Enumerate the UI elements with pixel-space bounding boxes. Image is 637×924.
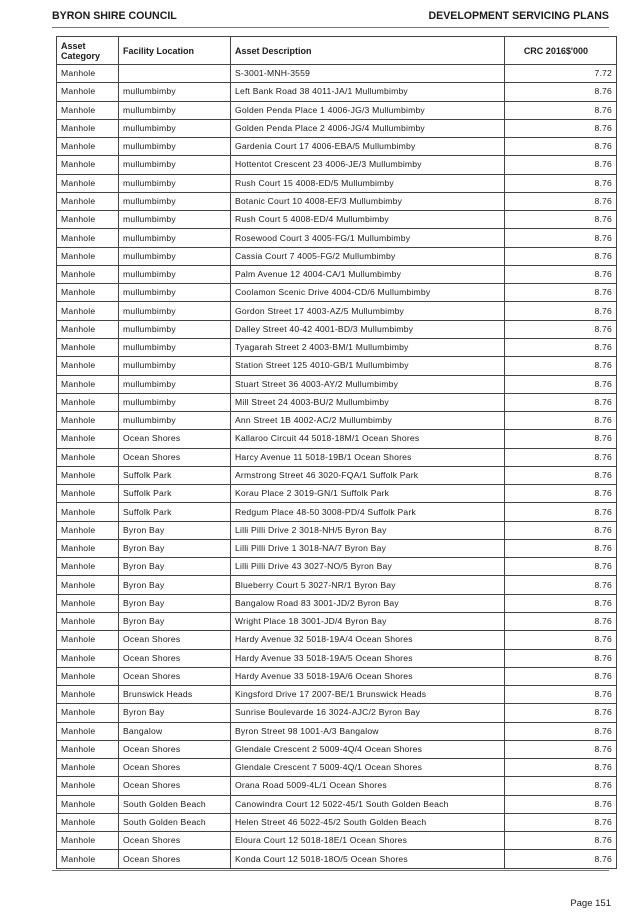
table-row bbox=[57, 631, 617, 649]
table-row bbox=[57, 594, 617, 612]
asset-description-cell: Station Street 125 4010-GB/1 Mullumbimby bbox=[231, 357, 505, 375]
asset-description-cell: Golden Penda Place 1 4006-JG/3 Mullumbimby bbox=[231, 101, 505, 119]
table-row bbox=[57, 722, 617, 740]
facility-location-cell: South Golden Beach bbox=[119, 813, 231, 831]
header-rule bbox=[52, 27, 609, 28]
facility-location-cell bbox=[119, 65, 231, 83]
asset-category-cell: Manhole bbox=[57, 649, 119, 667]
asset-category-cell: Manhole bbox=[57, 850, 119, 868]
asset-description-cell: Lilli Pilli Drive 43 3027-NO/5 Byron Bay bbox=[231, 558, 505, 576]
table-header-row bbox=[57, 37, 617, 65]
table-row bbox=[57, 686, 617, 704]
table-row bbox=[57, 466, 617, 484]
asset-category-cell: Manhole bbox=[57, 594, 119, 612]
asset-category-cell: Manhole bbox=[57, 375, 119, 393]
crc-value-cell: 8.76 bbox=[505, 558, 617, 576]
facility-location-cell: mullumbimby bbox=[119, 211, 231, 229]
asset-description-cell: Golden Penda Place 2 4006-JG/4 Mullumbimby bbox=[231, 119, 505, 137]
facility-location-cell: mullumbimby bbox=[119, 229, 231, 247]
asset-description-cell: Lilli Pilli Drive 2 3018-NH/5 Byron Bay bbox=[231, 521, 505, 539]
document-title: DEVELOPMENT SERVICING PLANS bbox=[428, 10, 609, 22]
page-header bbox=[52, 10, 609, 26]
facility-location-cell: mullumbimby bbox=[119, 265, 231, 283]
facility-location-cell: mullumbimby bbox=[119, 375, 231, 393]
asset-description-cell: Byron Street 98 1001-A/3 Bangalow bbox=[231, 722, 505, 740]
facility-location-cell: Ocean Shores bbox=[119, 631, 231, 649]
facility-location-cell: mullumbimby bbox=[119, 247, 231, 265]
table-row bbox=[57, 576, 617, 594]
facility-location-cell: Byron Bay bbox=[119, 594, 231, 612]
facility-location-cell: Byron Bay bbox=[119, 558, 231, 576]
facility-location-cell: mullumbimby bbox=[119, 83, 231, 101]
facility-location-cell: mullumbimby bbox=[119, 174, 231, 192]
crc-value-cell: 8.76 bbox=[505, 430, 617, 448]
table-row bbox=[57, 192, 617, 210]
asset-description-cell: Glendale Crescent 7 5009-4Q/1 Ocean Shores bbox=[231, 759, 505, 777]
facility-location-cell: mullumbimby bbox=[119, 101, 231, 119]
crc-value-cell: 8.76 bbox=[505, 448, 617, 466]
crc-value-cell: 8.76 bbox=[505, 83, 617, 101]
table-row bbox=[57, 777, 617, 795]
table-row bbox=[57, 485, 617, 503]
facility-location-cell: Byron Bay bbox=[119, 576, 231, 594]
asset-description-cell: Glendale Crescent 2 5009-4Q/4 Ocean Shores bbox=[231, 740, 505, 758]
asset-category-cell: Manhole bbox=[57, 229, 119, 247]
facility-location-cell: Ocean Shores bbox=[119, 667, 231, 685]
crc-value-cell: 8.76 bbox=[505, 412, 617, 430]
crc-value-cell: 8.76 bbox=[505, 393, 617, 411]
asset-description-cell: Orana Road 5009-4L/1 Ocean Shores bbox=[231, 777, 505, 795]
table-row bbox=[57, 448, 617, 466]
table-row bbox=[57, 503, 617, 521]
facility-location-cell: Suffolk Park bbox=[119, 503, 231, 521]
crc-value-cell: 8.76 bbox=[505, 247, 617, 265]
asset-description-cell: Cassia Court 7 4005-FG/2 Mullumbimby bbox=[231, 247, 505, 265]
asset-category-cell: Manhole bbox=[57, 576, 119, 594]
column-header-asset-description: Asset Description bbox=[231, 37, 505, 65]
table-row bbox=[57, 265, 617, 283]
asset-description-cell: Palm Avenue 12 4004-CA/1 Mullumbimby bbox=[231, 265, 505, 283]
crc-value-cell: 8.76 bbox=[505, 722, 617, 740]
facility-location-cell: mullumbimby bbox=[119, 338, 231, 356]
asset-description-cell: Eloura Court 12 5018-18E/1 Ocean Shores bbox=[231, 832, 505, 850]
facility-location-cell: Ocean Shores bbox=[119, 430, 231, 448]
asset-description-cell: Dalley Street 40-42 4001-BD/3 Mullumbimby bbox=[231, 320, 505, 338]
asset-description-cell: Rosewood Court 3 4005-FG/1 Mullumbimby bbox=[231, 229, 505, 247]
asset-description-cell: Hottentot Crescent 23 4006-JE/3 Mullumbimby bbox=[231, 156, 505, 174]
asset-category-cell: Manhole bbox=[57, 521, 119, 539]
crc-value-cell: 8.76 bbox=[505, 338, 617, 356]
facility-location-cell: mullumbimby bbox=[119, 393, 231, 411]
crc-value-cell: 8.76 bbox=[505, 375, 617, 393]
facility-location-cell: South Golden Beach bbox=[119, 795, 231, 813]
table-row bbox=[57, 704, 617, 722]
asset-description-cell: Mill Street 24 4003-BU/2 Mullumbimby bbox=[231, 393, 505, 411]
asset-description-cell: Bangalow Road 83 3001-JD/2 Byron Bay bbox=[231, 594, 505, 612]
crc-value-cell: 8.76 bbox=[505, 229, 617, 247]
page-number: Page 151 bbox=[570, 898, 611, 909]
table-row bbox=[57, 357, 617, 375]
table-row bbox=[57, 393, 617, 411]
column-header-facility-location: Facility Location bbox=[119, 37, 231, 65]
asset-category-cell: Manhole bbox=[57, 686, 119, 704]
table-row bbox=[57, 375, 617, 393]
crc-value-cell: 8.76 bbox=[505, 156, 617, 174]
asset-description-cell: Coolamon Scenic Drive 4004-CD/6 Mullumbimby bbox=[231, 284, 505, 302]
table-row bbox=[57, 138, 617, 156]
crc-value-cell: 8.76 bbox=[505, 612, 617, 630]
crc-value-cell: 8.76 bbox=[505, 539, 617, 557]
asset-description-cell: Hardy Avenue 33 5018-19A/5 Ocean Shores bbox=[231, 649, 505, 667]
facility-location-cell: Byron Bay bbox=[119, 521, 231, 539]
facility-location-cell: mullumbimby bbox=[119, 138, 231, 156]
facility-location-cell: Bangalow bbox=[119, 722, 231, 740]
facility-location-cell: Suffolk Park bbox=[119, 485, 231, 503]
council-name: BYRON SHIRE COUNCIL bbox=[52, 10, 177, 22]
crc-value-cell: 8.76 bbox=[505, 466, 617, 484]
asset-description-cell: Rush Court 5 4008-ED/4 Mullumbimby bbox=[231, 211, 505, 229]
crc-value-cell: 8.76 bbox=[505, 174, 617, 192]
asset-description-cell: Rush Court 15 4008-ED/5 Mullumbimby bbox=[231, 174, 505, 192]
crc-value-cell: 8.76 bbox=[505, 211, 617, 229]
asset-description-cell: Stuart Street 36 4003-AY/2 Mullumbimby bbox=[231, 375, 505, 393]
column-header-crc: CRC 2016$'000 bbox=[505, 37, 617, 65]
table-row bbox=[57, 558, 617, 576]
facility-location-cell: Ocean Shores bbox=[119, 448, 231, 466]
crc-value-cell: 8.76 bbox=[505, 357, 617, 375]
facility-location-cell: mullumbimby bbox=[119, 412, 231, 430]
facility-location-cell: Ocean Shores bbox=[119, 777, 231, 795]
asset-description-cell: Harcy Avenue 11 5018-19B/1 Ocean Shores bbox=[231, 448, 505, 466]
asset-description-cell: Botanic Court 10 4008-EF/3 Mullumbimby bbox=[231, 192, 505, 210]
table-row bbox=[57, 302, 617, 320]
facility-location-cell: Byron Bay bbox=[119, 704, 231, 722]
table-row bbox=[57, 759, 617, 777]
table-row bbox=[57, 850, 617, 868]
asset-category-cell: Manhole bbox=[57, 813, 119, 831]
crc-value-cell: 8.76 bbox=[505, 485, 617, 503]
asset-category-cell: Manhole bbox=[57, 667, 119, 685]
asset-description-cell: Gardenia Court 17 4006-EBA/5 Mullumbimby bbox=[231, 138, 505, 156]
facility-location-cell: Ocean Shores bbox=[119, 832, 231, 850]
crc-value-cell: 8.76 bbox=[505, 649, 617, 667]
asset-category-cell: Manhole bbox=[57, 795, 119, 813]
asset-category-cell: Manhole bbox=[57, 466, 119, 484]
asset-description-cell: S-3001-MNH-3559 bbox=[231, 65, 505, 83]
asset-category-cell: Manhole bbox=[57, 393, 119, 411]
table-row bbox=[57, 284, 617, 302]
asset-description-cell: Canowindra Court 12 5022-45/1 South Golden Beach bbox=[231, 795, 505, 813]
asset-description-cell: Blueberry Court 5 3027-NR/1 Byron Bay bbox=[231, 576, 505, 594]
table-row bbox=[57, 156, 617, 174]
table-row bbox=[57, 795, 617, 813]
table-row bbox=[57, 65, 617, 83]
crc-value-cell: 8.76 bbox=[505, 704, 617, 722]
asset-category-cell: Manhole bbox=[57, 138, 119, 156]
table-row bbox=[57, 211, 617, 229]
facility-location-cell: Ocean Shores bbox=[119, 649, 231, 667]
asset-category-cell: Manhole bbox=[57, 558, 119, 576]
asset-description-cell: Hardy Avenue 33 5018-19A/6 Ocean Shores bbox=[231, 667, 505, 685]
crc-value-cell: 8.76 bbox=[505, 101, 617, 119]
table-row bbox=[57, 338, 617, 356]
table-row bbox=[57, 101, 617, 119]
asset-category-cell: Manhole bbox=[57, 777, 119, 795]
asset-category-cell: Manhole bbox=[57, 302, 119, 320]
table-row bbox=[57, 174, 617, 192]
facility-location-cell: Byron Bay bbox=[119, 539, 231, 557]
facility-location-cell: Byron Bay bbox=[119, 612, 231, 630]
asset-category-cell: Manhole bbox=[57, 265, 119, 283]
crc-value-cell: 8.76 bbox=[505, 795, 617, 813]
crc-value-cell: 8.76 bbox=[505, 631, 617, 649]
facility-location-cell: mullumbimby bbox=[119, 284, 231, 302]
facility-location-cell: mullumbimby bbox=[119, 320, 231, 338]
table-row bbox=[57, 521, 617, 539]
crc-value-cell: 8.76 bbox=[505, 832, 617, 850]
facility-location-cell: mullumbimby bbox=[119, 156, 231, 174]
asset-category-cell: Manhole bbox=[57, 119, 119, 137]
asset-description-cell: Tyagarah Street 2 4003-BM/1 Mullumbimby bbox=[231, 338, 505, 356]
asset-category-cell: Manhole bbox=[57, 211, 119, 229]
column-header-asset-category: Asset Category bbox=[57, 37, 119, 65]
asset-category-cell: Manhole bbox=[57, 832, 119, 850]
crc-value-cell: 8.76 bbox=[505, 302, 617, 320]
asset-description-cell: Ann Street 1B 4002-AC/2 Mullumbimby bbox=[231, 412, 505, 430]
table-row bbox=[57, 667, 617, 685]
table-row bbox=[57, 832, 617, 850]
asset-description-cell: Lilli Pilli Drive 1 3018-NA/7 Byron Bay bbox=[231, 539, 505, 557]
asset-description-cell: Kingsford Drive 17 2007-BE/1 Brunswick Heads bbox=[231, 686, 505, 704]
asset-description-cell: Redgum Place 48-50 3008-PD/4 Suffolk Park bbox=[231, 503, 505, 521]
asset-category-cell: Manhole bbox=[57, 320, 119, 338]
asset-category-cell: Manhole bbox=[57, 485, 119, 503]
table-row bbox=[57, 83, 617, 101]
asset-description-cell: Wright Place 18 3001-JD/4 Byron Bay bbox=[231, 612, 505, 630]
crc-value-cell: 8.76 bbox=[505, 284, 617, 302]
footer-rule bbox=[52, 870, 609, 871]
table-row bbox=[57, 612, 617, 630]
table-row bbox=[57, 430, 617, 448]
asset-category-cell: Manhole bbox=[57, 740, 119, 758]
asset-category-cell: Manhole bbox=[57, 759, 119, 777]
asset-category-cell: Manhole bbox=[57, 612, 119, 630]
asset-category-cell: Manhole bbox=[57, 83, 119, 101]
crc-value-cell: 8.76 bbox=[505, 503, 617, 521]
asset-category-cell: Manhole bbox=[57, 704, 119, 722]
table-row bbox=[57, 119, 617, 137]
asset-description-cell: Korau Place 2 3019-GN/1 Suffolk Park bbox=[231, 485, 505, 503]
asset-category-cell: Manhole bbox=[57, 430, 119, 448]
crc-value-cell: 8.76 bbox=[505, 119, 617, 137]
asset-category-cell: Manhole bbox=[57, 357, 119, 375]
facility-location-cell: Ocean Shores bbox=[119, 740, 231, 758]
crc-value-cell: 8.76 bbox=[505, 521, 617, 539]
facility-location-cell: Ocean Shores bbox=[119, 850, 231, 868]
table-row bbox=[57, 229, 617, 247]
asset-description-cell: Gordon Street 17 4003-AZ/5 Mullumbimby bbox=[231, 302, 505, 320]
facility-location-cell: Brunswick Heads bbox=[119, 686, 231, 704]
table-row bbox=[57, 649, 617, 667]
crc-value-cell: 7.72 bbox=[505, 65, 617, 83]
crc-value-cell: 8.76 bbox=[505, 813, 617, 831]
asset-category-cell: Manhole bbox=[57, 412, 119, 430]
asset-category-cell: Manhole bbox=[57, 247, 119, 265]
table-row bbox=[57, 539, 617, 557]
asset-category-cell: Manhole bbox=[57, 65, 119, 83]
table-row bbox=[57, 247, 617, 265]
crc-value-cell: 8.76 bbox=[505, 576, 617, 594]
crc-value-cell: 8.76 bbox=[505, 138, 617, 156]
asset-category-cell: Manhole bbox=[57, 448, 119, 466]
table-row bbox=[57, 412, 617, 430]
crc-value-cell: 8.76 bbox=[505, 850, 617, 868]
table-row bbox=[57, 740, 617, 758]
asset-category-cell: Manhole bbox=[57, 722, 119, 740]
crc-value-cell: 8.76 bbox=[505, 686, 617, 704]
asset-description-cell: Helen Street 46 5022-45/2 South Golden Beach bbox=[231, 813, 505, 831]
asset-description-cell: Hardy Avenue 32 5018-19A/4 Ocean Shores bbox=[231, 631, 505, 649]
facility-location-cell: mullumbimby bbox=[119, 357, 231, 375]
asset-category-cell: Manhole bbox=[57, 174, 119, 192]
asset-category-cell: Manhole bbox=[57, 338, 119, 356]
asset-description-cell: Kallaroo Circuit 44 5018-18M/1 Ocean Shores bbox=[231, 430, 505, 448]
facility-location-cell: mullumbimby bbox=[119, 192, 231, 210]
crc-value-cell: 8.76 bbox=[505, 594, 617, 612]
crc-value-cell: 8.76 bbox=[505, 667, 617, 685]
asset-description-cell: Sunrise Boulevarde 16 3024-AJC/2 Byron Bay bbox=[231, 704, 505, 722]
asset-category-cell: Manhole bbox=[57, 192, 119, 210]
asset-category-cell: Manhole bbox=[57, 503, 119, 521]
asset-category-cell: Manhole bbox=[57, 631, 119, 649]
facility-location-cell: mullumbimby bbox=[119, 302, 231, 320]
asset-table bbox=[56, 36, 617, 869]
asset-description-cell: Armstrong Street 46 3020-FQA/1 Suffolk Park bbox=[231, 466, 505, 484]
facility-location-cell: Suffolk Park bbox=[119, 466, 231, 484]
asset-category-cell: Manhole bbox=[57, 284, 119, 302]
crc-value-cell: 8.76 bbox=[505, 759, 617, 777]
asset-description-cell: Left Bank Road 38 4011-JA/1 Mullumbimby bbox=[231, 83, 505, 101]
asset-category-cell: Manhole bbox=[57, 156, 119, 174]
facility-location-cell: mullumbimby bbox=[119, 119, 231, 137]
crc-value-cell: 8.76 bbox=[505, 320, 617, 338]
facility-location-cell: Ocean Shores bbox=[119, 759, 231, 777]
table-row bbox=[57, 813, 617, 831]
crc-value-cell: 8.76 bbox=[505, 265, 617, 283]
crc-value-cell: 8.76 bbox=[505, 192, 617, 210]
table-row bbox=[57, 320, 617, 338]
asset-category-cell: Manhole bbox=[57, 539, 119, 557]
asset-category-cell: Manhole bbox=[57, 101, 119, 119]
asset-description-cell: Konda Court 12 5018-18O/5 Ocean Shores bbox=[231, 850, 505, 868]
crc-value-cell: 8.76 bbox=[505, 777, 617, 795]
crc-value-cell: 8.76 bbox=[505, 740, 617, 758]
